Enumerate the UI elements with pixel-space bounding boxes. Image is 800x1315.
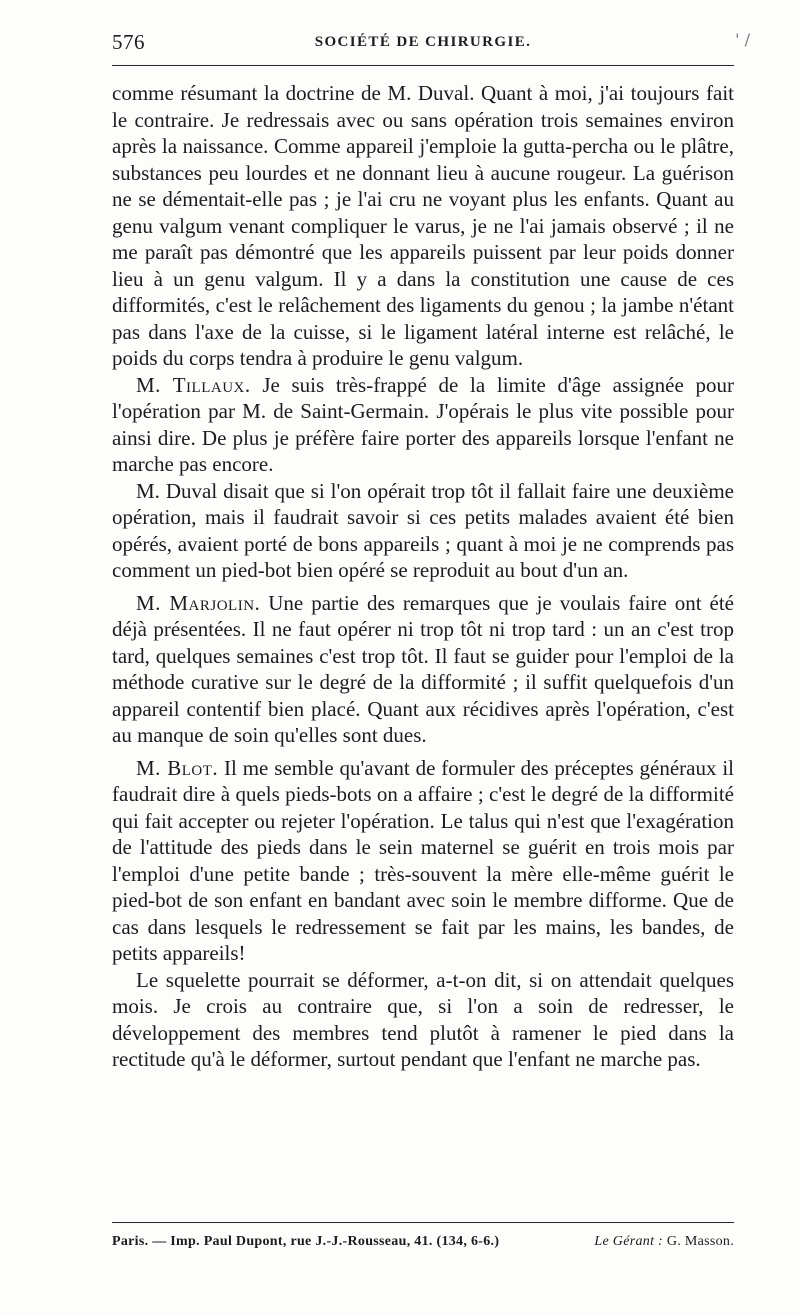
- gerant-name: G. Masson.: [666, 1234, 734, 1249]
- paragraph-text: Il me semble qu'avant de formuler des préceptes généraux il faudrait dire à quels pieds-bots on a affaire ; c'est le degré de la difformité qui fait accepter ou rejeter l'opération. Le talus qui n'est que l'exagération de l'attitude des pieds dans le sein maternel se guérit en trois mois par l'emploi d'une petite bande ; très-souvent la mère elle-même guérit le pied-bot de son enfant en bandant avec soin le membre difforme. Que de cas dans lesquels le redressement se fait par les mains, les bandes, de petits appareils!: [112, 755, 734, 965]
- paragraph-tillaux: [112, 372, 734, 478]
- header-rule: [112, 65, 734, 66]
- paragraph-text: Une partie des remarques que je voulais faire ont été déjà présentées. Il ne faut opérer ni trop tôt ni trop tard : un an c'est trop tard, quelques semaines c'est trop tôt. Il faut se guider pour l'emploi de la méthode curative sur le degré de la difformité ; il suffit quelquefois d'un appareil contentif bien placé. Quant aux récidives après l'opération, c'est au manque de soin qu'elles sont dues.: [112, 590, 734, 747]
- printer-imprint: Paris. — Imp. Paul Dupont, rue J.-J.-Rousseau, 41. (134, 6-6.): [112, 1234, 500, 1249]
- running-title: SOCIÉTÉ DE CHIRURGIE.: [314, 34, 532, 50]
- paragraph-text: Le squelette pourrait se déformer, a-t-on dit, si on attendait quelques mois. Je crois au contraire que, si l'on a soin de redresser, le développement des membres tend plutôt à ramener le pied dans la rectitude qu'à le déformer, surtout pendant que l'enfant ne marche pas.: [112, 967, 734, 1071]
- page-number: 576: [112, 30, 145, 54]
- paragraph-squelette: [112, 967, 734, 1073]
- margin-mark: ' /: [735, 30, 750, 49]
- body-text: [112, 80, 734, 1073]
- speaker-name: M. Blot.: [136, 755, 219, 780]
- page-header: [112, 30, 750, 58]
- gerant-credit: [594, 1234, 734, 1250]
- paragraph-text: comme résumant la doctrine de M. Duval. Quant à moi, j'ai toujours fait le contraire. Je redressais avec ou sans opération trois semaines environ après la naissance. Comme appareil j'emploie la gutta-percha ou le plâtre, substances peu lourdes et ne donnant lieu à aucune rougeur. La guérison ne se démentait-elle pas ; je l'ai cru ne voyant plus les enfants. Quant au genu valgum venant compliquer le varus, je ne l'ai jamais observé ; il ne me paraît pas démontré que les appareils puissent par leur poids donner lieu à un genu valgum. Il y a dans la constitution une cause de ces difformités, c'est le relâchement des ligaments du genou ; la jambe n'étant pas dans l'axe de la cuisse, si le ligament latéral interne est relâché, le poids du corps tendra à produire le genu valgum.: [112, 81, 734, 370]
- speaker-name: M. Marjolin.: [136, 590, 261, 615]
- paragraph-text: Je suis très-frappé de la limite d'âge assignée pour l'opération par M. de Saint-Germain. J'opérais le plus vite possible pour ainsi dire. De plus je préfère faire porter des appareils lorsque l'enfant ne marche pas encore.: [112, 372, 734, 476]
- speaker-name: M. Tillaux.: [136, 372, 251, 397]
- gerant-label: Le Gérant :: [594, 1234, 664, 1249]
- page-footer: [112, 1234, 734, 1250]
- paragraph-marjolin: [112, 590, 734, 749]
- footer-rule: [112, 1222, 734, 1223]
- paragraph-blot: [112, 755, 734, 967]
- paragraph-duval-remark: [112, 478, 734, 584]
- paragraph-text: M. Duval disait que si l'on opérait trop tôt il fallait faire une deuxième opération, mais il faudrait savoir si ces petits malades avaient été bien opérés, avaient porté de bons appareils ; quant à moi je ne comprends pas comment un pied-bot bien opéré se reproduit au bout d'un an.: [112, 478, 734, 582]
- paragraph-continuation: [112, 80, 734, 372]
